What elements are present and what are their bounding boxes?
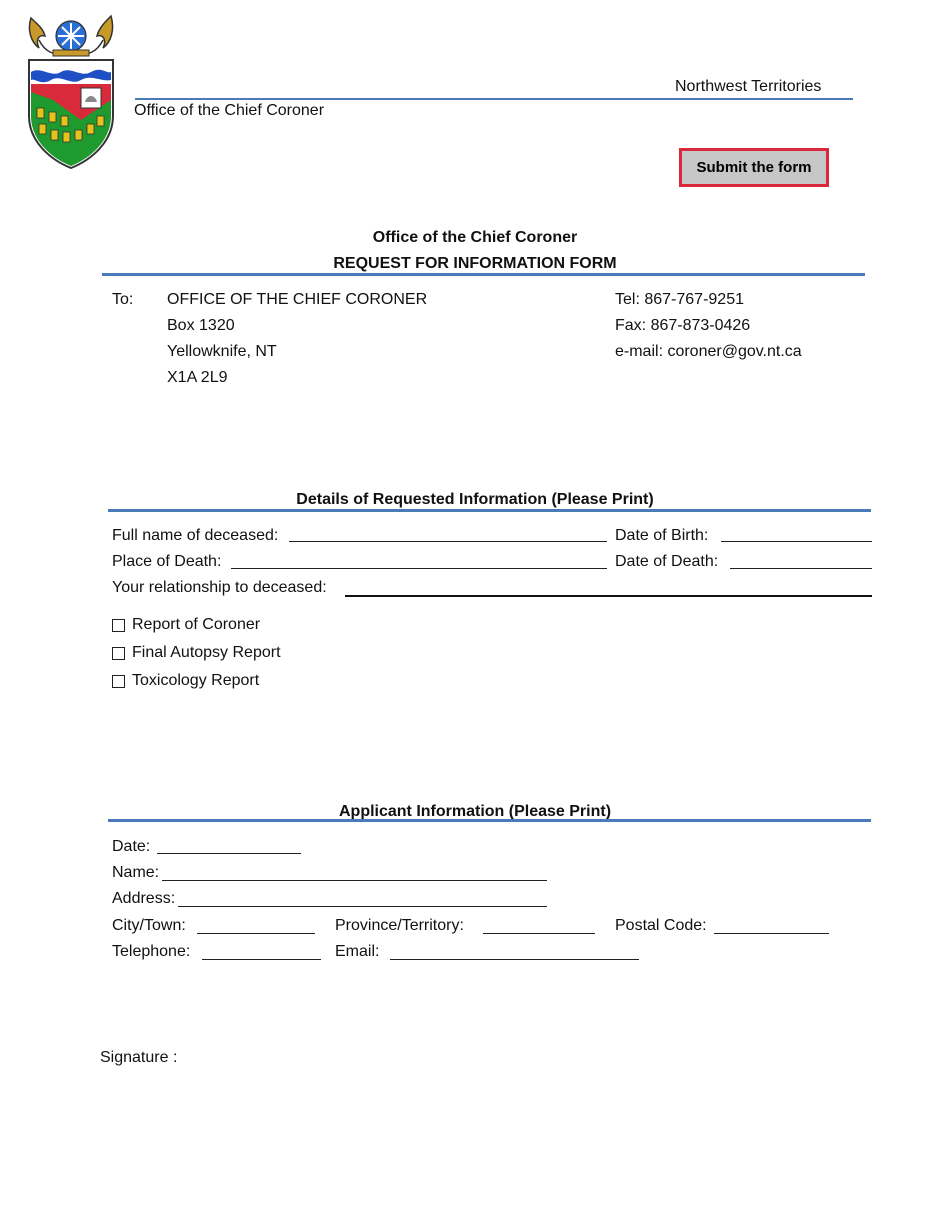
place-of-death-label: Place of Death: [112,553,222,570]
address-label: Address: [112,890,176,907]
email-label: Email: [335,943,380,960]
address-line-3: Yellowknife, NT [167,343,277,360]
full-name-field[interactable] [289,541,607,542]
header-rule [135,98,853,100]
dod-label: Date of Death: [615,553,719,570]
postal-code-label: Postal Code: [615,917,707,934]
city-label: City/Town: [112,917,186,934]
checkbox-final-autopsy-report[interactable] [112,644,281,662]
city-field[interactable] [197,933,315,934]
telephone-field[interactable] [202,959,321,960]
details-heading: Details of Requested Information (Please Print) [296,491,654,508]
dob-field[interactable] [721,541,872,542]
applicant-heading: Applicant Information (Please Print) [338,803,612,820]
checkbox-label: Report of Coroner [132,616,261,633]
dob-label: Date of Birth: [615,527,709,544]
province-field[interactable] [483,933,595,934]
submit-form-button[interactable]: Submit the form [679,148,829,187]
applicant-rule [108,819,871,822]
nwt-coat-of-arms-logo [25,12,117,172]
province-label: Province/Territory: [335,917,464,934]
details-rule [108,509,871,512]
signature-label: Signature : [100,1049,178,1066]
full-name-label: Full name of deceased: [112,527,279,544]
address-line-1: OFFICE OF THE CHIEF CORONER [167,291,428,308]
email-field[interactable] [390,959,639,960]
dod-field[interactable] [730,568,872,569]
to-label: To: [112,291,134,308]
postal-code-field[interactable] [714,933,829,934]
office-name: Office of the Chief Coroner [134,102,325,119]
checkbox-icon[interactable] [112,647,125,660]
relationship-field[interactable] [345,595,872,597]
telephone-label: Telephone: [112,943,191,960]
date-field[interactable] [157,853,301,854]
checkbox-label: Final Autopsy Report [132,644,281,661]
form-title: REQUEST FOR INFORMATION FORM [333,255,617,272]
title-rule [102,273,865,276]
address-line-2: Box 1320 [167,317,235,334]
checkbox-toxicology-report[interactable] [112,672,259,690]
form-title-office: Office of the Chief Coroner [372,229,578,246]
relationship-label: Your relationship to deceased: [112,579,327,596]
address-field[interactable] [178,906,547,907]
name-field[interactable] [162,880,547,881]
address-line-4: X1A 2L9 [167,369,228,386]
territory-name: Northwest Territories [675,78,822,95]
fax-contact: Fax: 867-873-0426 [615,317,751,334]
signature-field[interactable] [190,1044,590,1072]
checkbox-icon[interactable] [112,675,125,688]
telephone-contact: Tel: 867-767-9251 [615,291,744,308]
name-label: Name: [112,864,160,881]
checkbox-report-of-coroner[interactable] [112,616,260,634]
checkbox-label: Toxicology Report [132,672,260,689]
place-of-death-field[interactable] [231,568,607,569]
checkbox-icon[interactable] [112,619,125,632]
email-contact: e-mail: coroner@gov.nt.ca [615,343,802,360]
date-label: Date: [112,838,151,855]
